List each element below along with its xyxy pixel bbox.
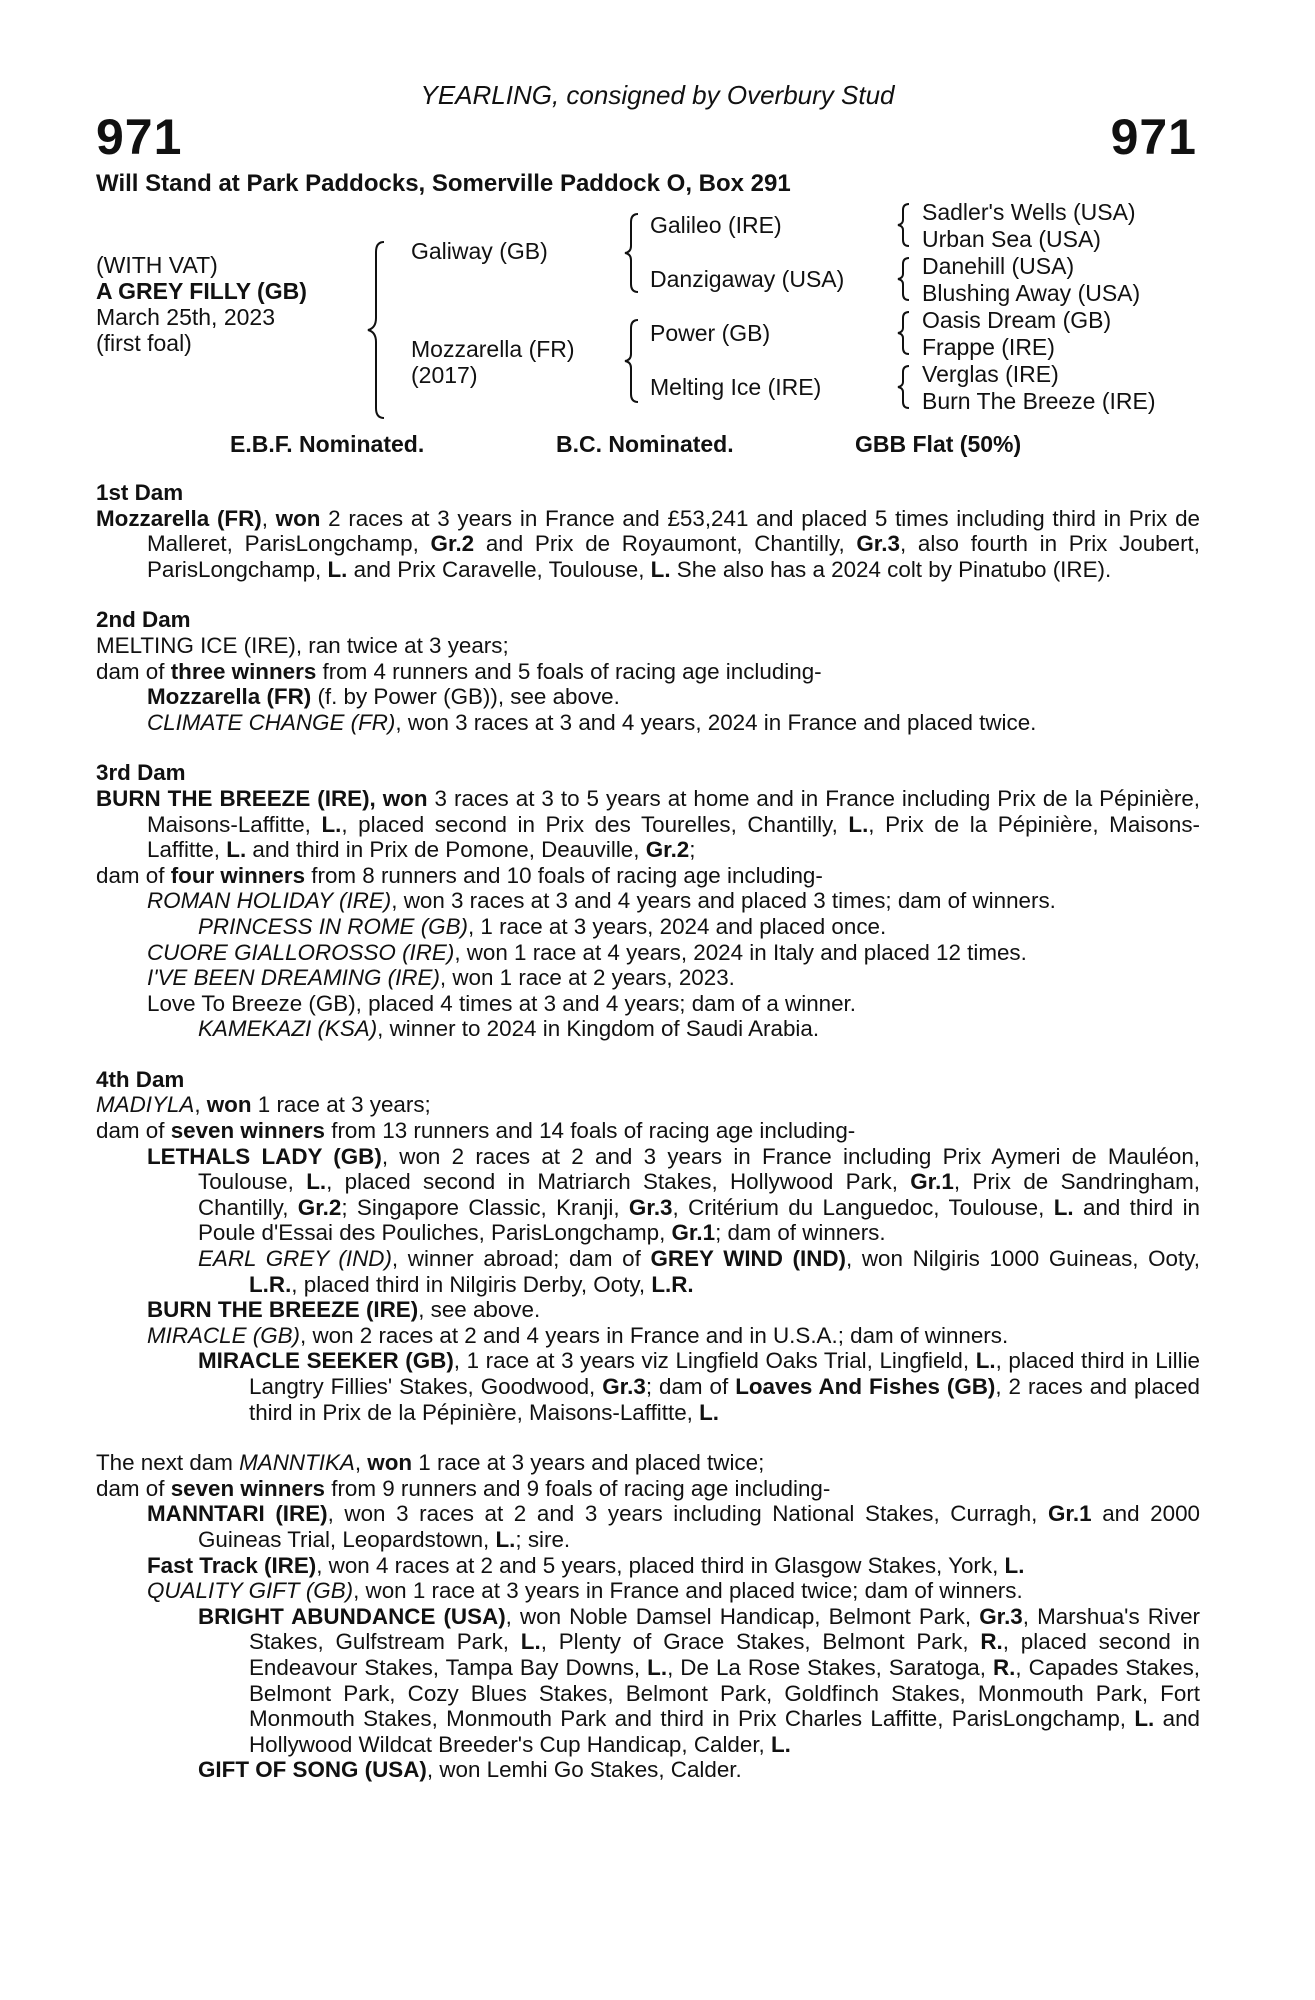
third-dam-section [96, 760, 1200, 1042]
dam-dam: Melting Ice (IRE) [650, 374, 822, 400]
gbb-flat: GBB Flat (50%) [855, 431, 1022, 457]
list-item: Fast Track (IRE), won 4 races at 2 and 5 years, placed third in Glasgow Stakes, York, L. [147, 1552, 1025, 1578]
ggs-1: Sadler's Wells (USA) [922, 199, 1136, 225]
list-item: BRIGHT ABUNDANCE (USA), won Noble Damsel Handicap, Belmont Park, Gr.3, Marshua's River Stakes, Gulfstream Park, L., Plenty of Grace Stakes, Belmont Park, R., placed second in Endeavour Stakes, Tampa Bay Downs, L., De La Rose Stakes, Saratoga, R., Capades Stakes, Belmont Park, Cozy Blues Stakes, Belmont Park, Goldfinch Stakes, Monmouth Park, Fort Monmouth Stakes, Monmouth Park and third in Prix Charles Laffitte, ParisLongchamp, L. and Hollywood Wildcat Breeder's Cup Handicap, Calder, L. [198, 1603, 1200, 1757]
lot-horse-name: A GREY FILLY (GB) [96, 278, 307, 304]
brace-sd [895, 256, 913, 302]
lot-number-left: 971 [96, 109, 183, 165]
third-dam-produce: dam of four winners from 8 runners and 10 foals of racing age including- [96, 862, 823, 888]
third-dam-heading: 3rd Dam [96, 760, 186, 786]
list-item: LETHALS LADY (GB), won 2 races at 2 and 3 years in France including Prix Aymeri de Mauléon, Toulouse, L., placed second in Matriarch Stakes, Hollywood Park, Gr.1, Prix de Sandringham, Chantilly, Gr.2; Singapore Classic, Kranji, Gr.3, Critérium du Languedoc, Toulouse, L. and third in Poule d'Essai des Pouliches, ParisLongchamp, Gr.1; dam of winners. [147, 1143, 1200, 1246]
brace-ds [895, 310, 913, 356]
list-item: BURN THE BREEZE (IRE), see above. [147, 1297, 541, 1323]
ggs-3: Danehill (USA) [922, 253, 1075, 279]
ggs-2: Urban Sea (USA) [922, 226, 1101, 252]
second-dam-produce: dam of three winners from 4 runners and 5 foals of racing age including- [96, 658, 822, 684]
third-dam-record: BURN THE BREEZE (IRE), won 3 races at 3 to 5 years at home and in France including Prix de la Pépinière, Maisons-Laffitte, L., placed second in Prix des Tourelles, Chantilly, L., Prix de la Pépinière, Maisons-Laffitte, L. and third in Prix de Pomone, Deauville, Gr.2; [96, 785, 1201, 863]
sire-name: Galiway (GB) [411, 238, 548, 264]
sire-dam: Danzigaway (USA) [650, 266, 845, 292]
list-item: EARL GREY (IND), winner abroad; dam of GREY WIND (IND), won Nilgiris 1000 Guineas, Ooty, L.R., placed third in Nilgiris Derby, Ooty, L.R. [198, 1246, 1200, 1297]
stand-location: Will Stand at Park Paddocks, Somerville Paddock O, Box 291 [96, 170, 791, 197]
list-item: ROMAN HOLIDAY (IRE), won 3 races at 3 and 4 years and placed 3 times; dam of winners. [147, 888, 1056, 914]
fourth-dam-produce: dam of seven winners from 13 runners and 14 foals of racing age including- [96, 1118, 856, 1144]
ggs-5: Oasis Dream (GB) [922, 307, 1112, 333]
vat-note: (WITH VAT) [96, 252, 218, 278]
ggs-4: Blushing Away (USA) [922, 280, 1141, 306]
list-item: CUORE GIALLOROSSO (IRE), won 1 race at 4 years, 2024 in Italy and placed 12 times. [147, 939, 1027, 965]
first-dam-section [96, 480, 1200, 582]
list-item: GIFT OF SONG (USA), won Lemhi Go Stakes, Calder. [198, 1757, 742, 1783]
list-item: PRINCESS IN ROME (GB), 1 race at 3 years, 2024 and placed once. [198, 913, 887, 939]
list-item: Mozzarella (FR) (f. by Power (GB)), see above. [147, 684, 620, 710]
consignment-line: YEARLING, consigned by Overbury Stud [420, 80, 895, 110]
main-brace [366, 240, 392, 420]
ggs-8: Burn The Breeze (IRE) [922, 388, 1156, 414]
list-item: MIRACLE SEEKER (GB), 1 race at 3 years viz Lingfield Oaks Trial, Lingfield, L., placed third in Lillie Langtry Fillies' Stakes, Goodwood, Gr.3; dam of Loaves And Fishes (GB), 2 races and placed third in Prix de la Pépinière, Maisons-Laffitte, L. [198, 1348, 1201, 1425]
dam-name: Mozzarella (FR) [411, 336, 575, 362]
list-item: CLIMATE CHANGE (FR), won 3 races at 3 and 4 years, 2024 in France and placed twice. [147, 709, 1037, 735]
sire-sire: Galileo (IRE) [650, 212, 782, 238]
lot-number-right: 971 [1110, 109, 1197, 165]
first-dam-record: Mozzarella (FR), won 2 races at 3 years in France and £53,241 and placed 5 times including third in Prix de Malleret, ParisLongchamp, Gr.2 and Prix de Royaumont, Chantilly, Gr.3, also fourth in Prix Joubert, ParisLongchamp, L. and Prix Caravelle, Toulouse, L. She also has a 2024 colt by Pinatubo (IRE). [96, 505, 1200, 582]
list-item: KAMEKAZI (KSA), winner to 2024 in Kingdom of Saudi Arabia. [198, 1016, 820, 1042]
next-dam-section [96, 1450, 1200, 1783]
produce-record [96, 480, 1200, 1808]
foal-note: (first foal) [96, 330, 192, 356]
ebf-nomination: E.B.F. Nominated. [230, 431, 425, 457]
list-item: QUALITY GIFT (GB), won 1 race at 3 years in France and placed twice; dam of winners. [147, 1578, 1023, 1604]
next-dam-produce: dam of seven winners from 9 runners and 9 foals of racing age including- [96, 1475, 831, 1501]
bc-nomination: B.C. Nominated. [556, 431, 734, 457]
fourth-dam-line: MADIYLA, won 1 race at 3 years; [96, 1092, 431, 1118]
dam-brace [622, 318, 642, 404]
brace-ss [895, 202, 913, 248]
second-dam-heading: 2nd Dam [96, 607, 191, 633]
dam-year: (2017) [411, 362, 478, 388]
list-item: Love To Breeze (GB), placed 4 times at 3 and 4 years; dam of a winner. [147, 990, 856, 1016]
ggs-6: Frappe (IRE) [922, 334, 1055, 360]
list-item: MANNTARI (IRE), won 3 races at 2 and 3 years including National Stakes, Curragh, Gr.1 and 2000 Guineas Trial, Leopardstown, L.; sire. [147, 1501, 1200, 1552]
ggs-7: Verglas (IRE) [922, 361, 1059, 387]
foaling-date: March 25th, 2023 [96, 304, 276, 330]
fourth-dam-heading: 4th Dam [96, 1066, 185, 1092]
second-dam-section [96, 607, 1200, 735]
dam-sire: Power (GB) [650, 320, 771, 346]
second-dam-line: MELTING ICE (IRE), ran twice at 3 years; [96, 632, 509, 658]
list-item: I'VE BEEN DREAMING (IRE), won 1 race at 2 years, 2023. [147, 965, 735, 991]
list-item: MIRACLE (GB), won 2 races at 2 and 4 years in France and in U.S.A.; dam of winners. [147, 1322, 1009, 1348]
pedigree-table [0, 200, 1315, 428]
fourth-dam-section [96, 1067, 1200, 1425]
first-dam-heading: 1st Dam [96, 480, 184, 505]
sire-brace [622, 212, 642, 294]
brace-dd [895, 364, 913, 410]
next-dam-line: The next dam MANNTIKA, won 1 race at 3 years and placed twice; [96, 1450, 765, 1476]
